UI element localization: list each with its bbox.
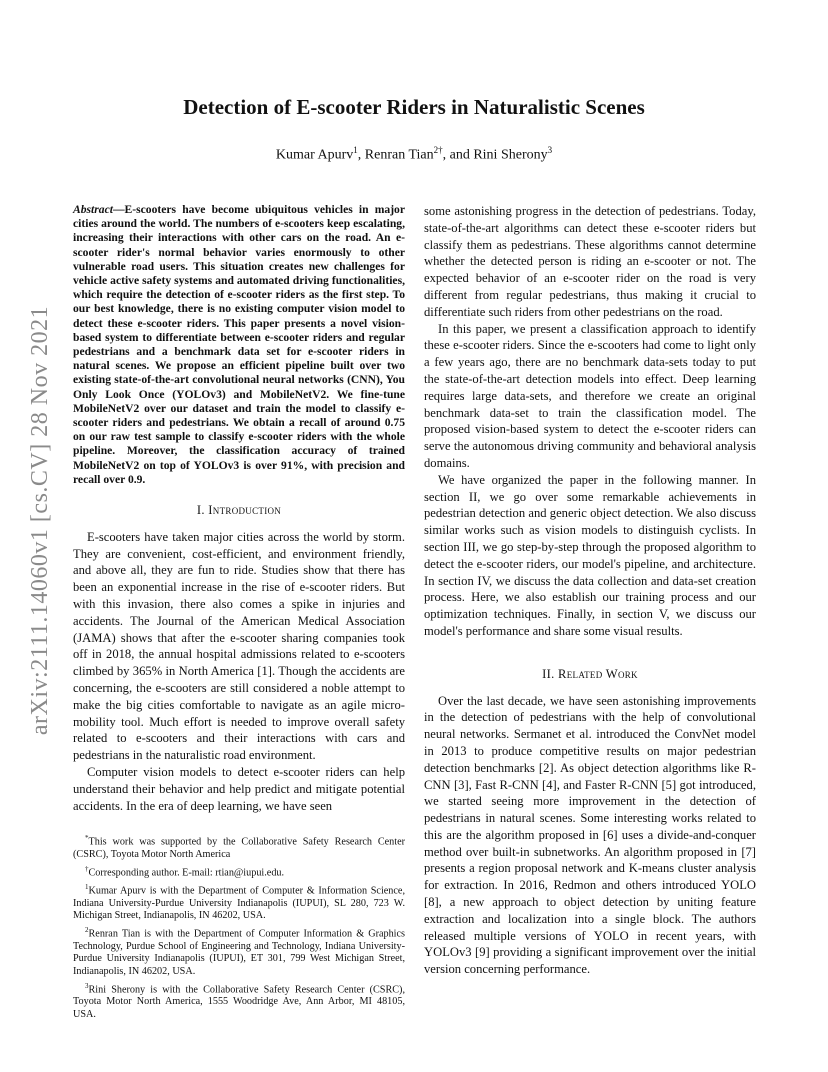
author-affiliation-mark: 2† — [433, 145, 443, 155]
paragraph: Computer vision models to detect e-scooter riders can help understand their behavior and help predict and mitigate potential accidents. In the era of deep learning, we have seen — [73, 765, 405, 813]
arxiv-id-text: arXiv:2111.14060v1 [cs.CV] 28 Nov 2021 — [27, 305, 54, 735]
paragraph: In this paper, we present a classification approach to identify these e-scooter riders. Since the e-scooters had come to light only a few years ago, there are no benchmark data-sets today to put the state-of-the-art detection models into effect. Deep learning requires large data-sets, and therefore we create an original benchmark data-set to train the classification model. The proposed vision-based system to detect the e-scooter riders can serve the autonomous driving community and behavioral analysis domains. — [424, 321, 756, 470]
author-name: , Renran Tian — [357, 147, 434, 163]
footnote: $^1$Kumar Apurv is with the Department of Computer & Information Science, Indiana University-Purdue University Indianapolis (IUPUI), SL 280, 723 W. Michigan Street, Indianapolis, IN 46202, USA. — [73, 882, 405, 922]
section-heading-introduction: I. Introduction — [196, 503, 282, 518]
paragraph: E-scooters have taken major cities across the world by storm. They are convenient, cost-efficient, and environment friendly, and above all, they are fun to ride. Studies show that there has been an exponential increase in the rise of e-scooter riders. But with this invasion, there also comes a spike in injuries and accidents. The Journal of the American Medical Association (JAMA) shows that after the e-scooter sharing companies took off in 2018, the annual hospital admissions related to e-scooters climbed by 365% in North America [1]. Though the accidents are concerning, the e-scooters are still considered a noble attempt to make the big cities comfortable to navigate as an agile micro-mobility tool. Much effort is needed to improve overall safety related to e-scooters and their interactions with cars and pedestrians in the naturalistic road environment. — [73, 529, 405, 763]
author-list — [0, 145, 828, 164]
arxiv-identifier — [16, 260, 66, 780]
abstract — [73, 203, 405, 487]
footnote-mark: † — [85, 864, 89, 873]
footnote-mark: 3 — [85, 981, 89, 990]
footnote: $^3$Rini Sherony is with the Collaborative Safety Research Center (CSRC), Toyota Motor North America, 1555 Woodridge Ave, Ann Arbor, MI 48105, USA. — [73, 981, 405, 1021]
author-affiliation-mark: 1 — [353, 145, 358, 155]
paragraph: some astonishing progress in the detection of pedestrians. Today, state-of-the-art algorithms can detect these e-scooter riders but classify them as pedestrians. These algorithms cannot determine whether the detected person is riding an e-scooter or not. The expected behavior of an e-scooter rider on the road is very different from regular pedestrians, thus making it crucial to differentiate such riders from other pedestrians on the road. — [424, 204, 756, 319]
footnote-mark: 1 — [85, 882, 89, 891]
author-name: , and Rini Sherony — [442, 147, 548, 163]
author-affiliation-mark: 3 — [547, 145, 553, 155]
footnotes — [73, 832, 405, 1023]
paragraph: We have organized the paper in the following manner. In section II, we go over some remarkable achievements in pedestrian detection and generic object detection. We also discuss similar works such as vision models to distinguish cyclists. In section III, we go step-by-step through the proposed algorithm to detect the e-scooter riders, our model's pipeline, and architecture. In section IV, we discuss the data collection and data-set creation process. Here, we also establish our training process and our optimization techniques. Finally, in section V, we discuss our model's performance and share some visual results. — [424, 472, 756, 638]
footnote: *This work was supported by the Collaborative Safety Research Center (CSRC), Toyota Motor North America — [73, 834, 405, 860]
left-column — [73, 203, 405, 814]
paper-title: Detection of E-scooter Riders in Naturalistic Scenes — [183, 95, 645, 119]
footnote-mark: * — [85, 834, 89, 842]
abstract-label: Abstract — [73, 203, 113, 216]
right-column — [424, 203, 756, 978]
footnote: †Corresponding author. E-mail: rtian@iupui.edu. — [85, 864, 285, 878]
author-name: Kumar Apurv — [275, 147, 354, 163]
footnote-mark: 2 — [85, 925, 89, 934]
section-heading-related-work: II. Related Work — [542, 666, 638, 681]
paragraph: Over the last decade, we have seen astonishing improvements in the detection of pedestrians with the help of convolutional neural networks. Sermanet et al. introduced the ConvNet model in 2013 to produce competitive results on major pedestrian detection benchmarks [2]. As object detection algorithms like R-CNN [3], Fast R-CNN [4], and Faster R-CNN [5] got introduced, we started seeing more improvement in the detection of pedestrians in natural scenes. Some interesting works related to this are the algorithm proposed in [6] uses a divide-and-conquer method over built-in subnetworks. An algorithm proposed in [7] presents a region proposal network and K-means cluster analysis for extraction. In 2016, Redmon and others introduced YOLO [8], a new approach to object detection by uniting feature extraction and localization into a single block. The authors released multiple versions of YOLO in recent years, with YOLOv3 [9] providing a significant improvement over the initial version concerning performance. — [424, 693, 756, 977]
footnote: $^2$Renran Tian is with the Department of Computer Information & Graphics Technology, Purdue School of Engineering and Technology, Indiana University-Purdue University Indianapolis (IUPUI), ET 301, 799 West Michigan Street, Indianapolis, IN 46202, USA. — [73, 925, 405, 977]
abstract-text: —E-scooters have become ubiquitous vehicles in major cities around the world. The numbers of e-scooters keep escalating, increasing their interactions with other cars on the road. An e-scooter rider's normal behavior varies enormously to other vulnerable road users. This situation creates new challenges for vehicle active safety systems and automated driving functionalities, which require the detection of e-scooter riders as the first step. To our best knowledge, there is no existing computer vision model to detect these e-scooter riders. This paper presents a novel vision-based system to differentiate between e-scooter riders and regular pedestrians and a benchmark data set for e-scooter riders in natural scenes. We propose an efficient pipeline built over two existing state-of-the-art convolutional neural networks (CNN), You Only Look Once (YOLOv3) and MobileNetV2. We fine-tune MobileNetV2 over our dataset and train the model to classify e-scooter riders and pedestrians. We obtain a recall of around 0.75 on our raw test sample to classify e-scooter riders with the whole pipeline. Moreover, the classification accuracy of trained MobileNetV2 on top of YOLOv3 is over 91%, with precision and recall over 0.9. — [73, 203, 405, 486]
